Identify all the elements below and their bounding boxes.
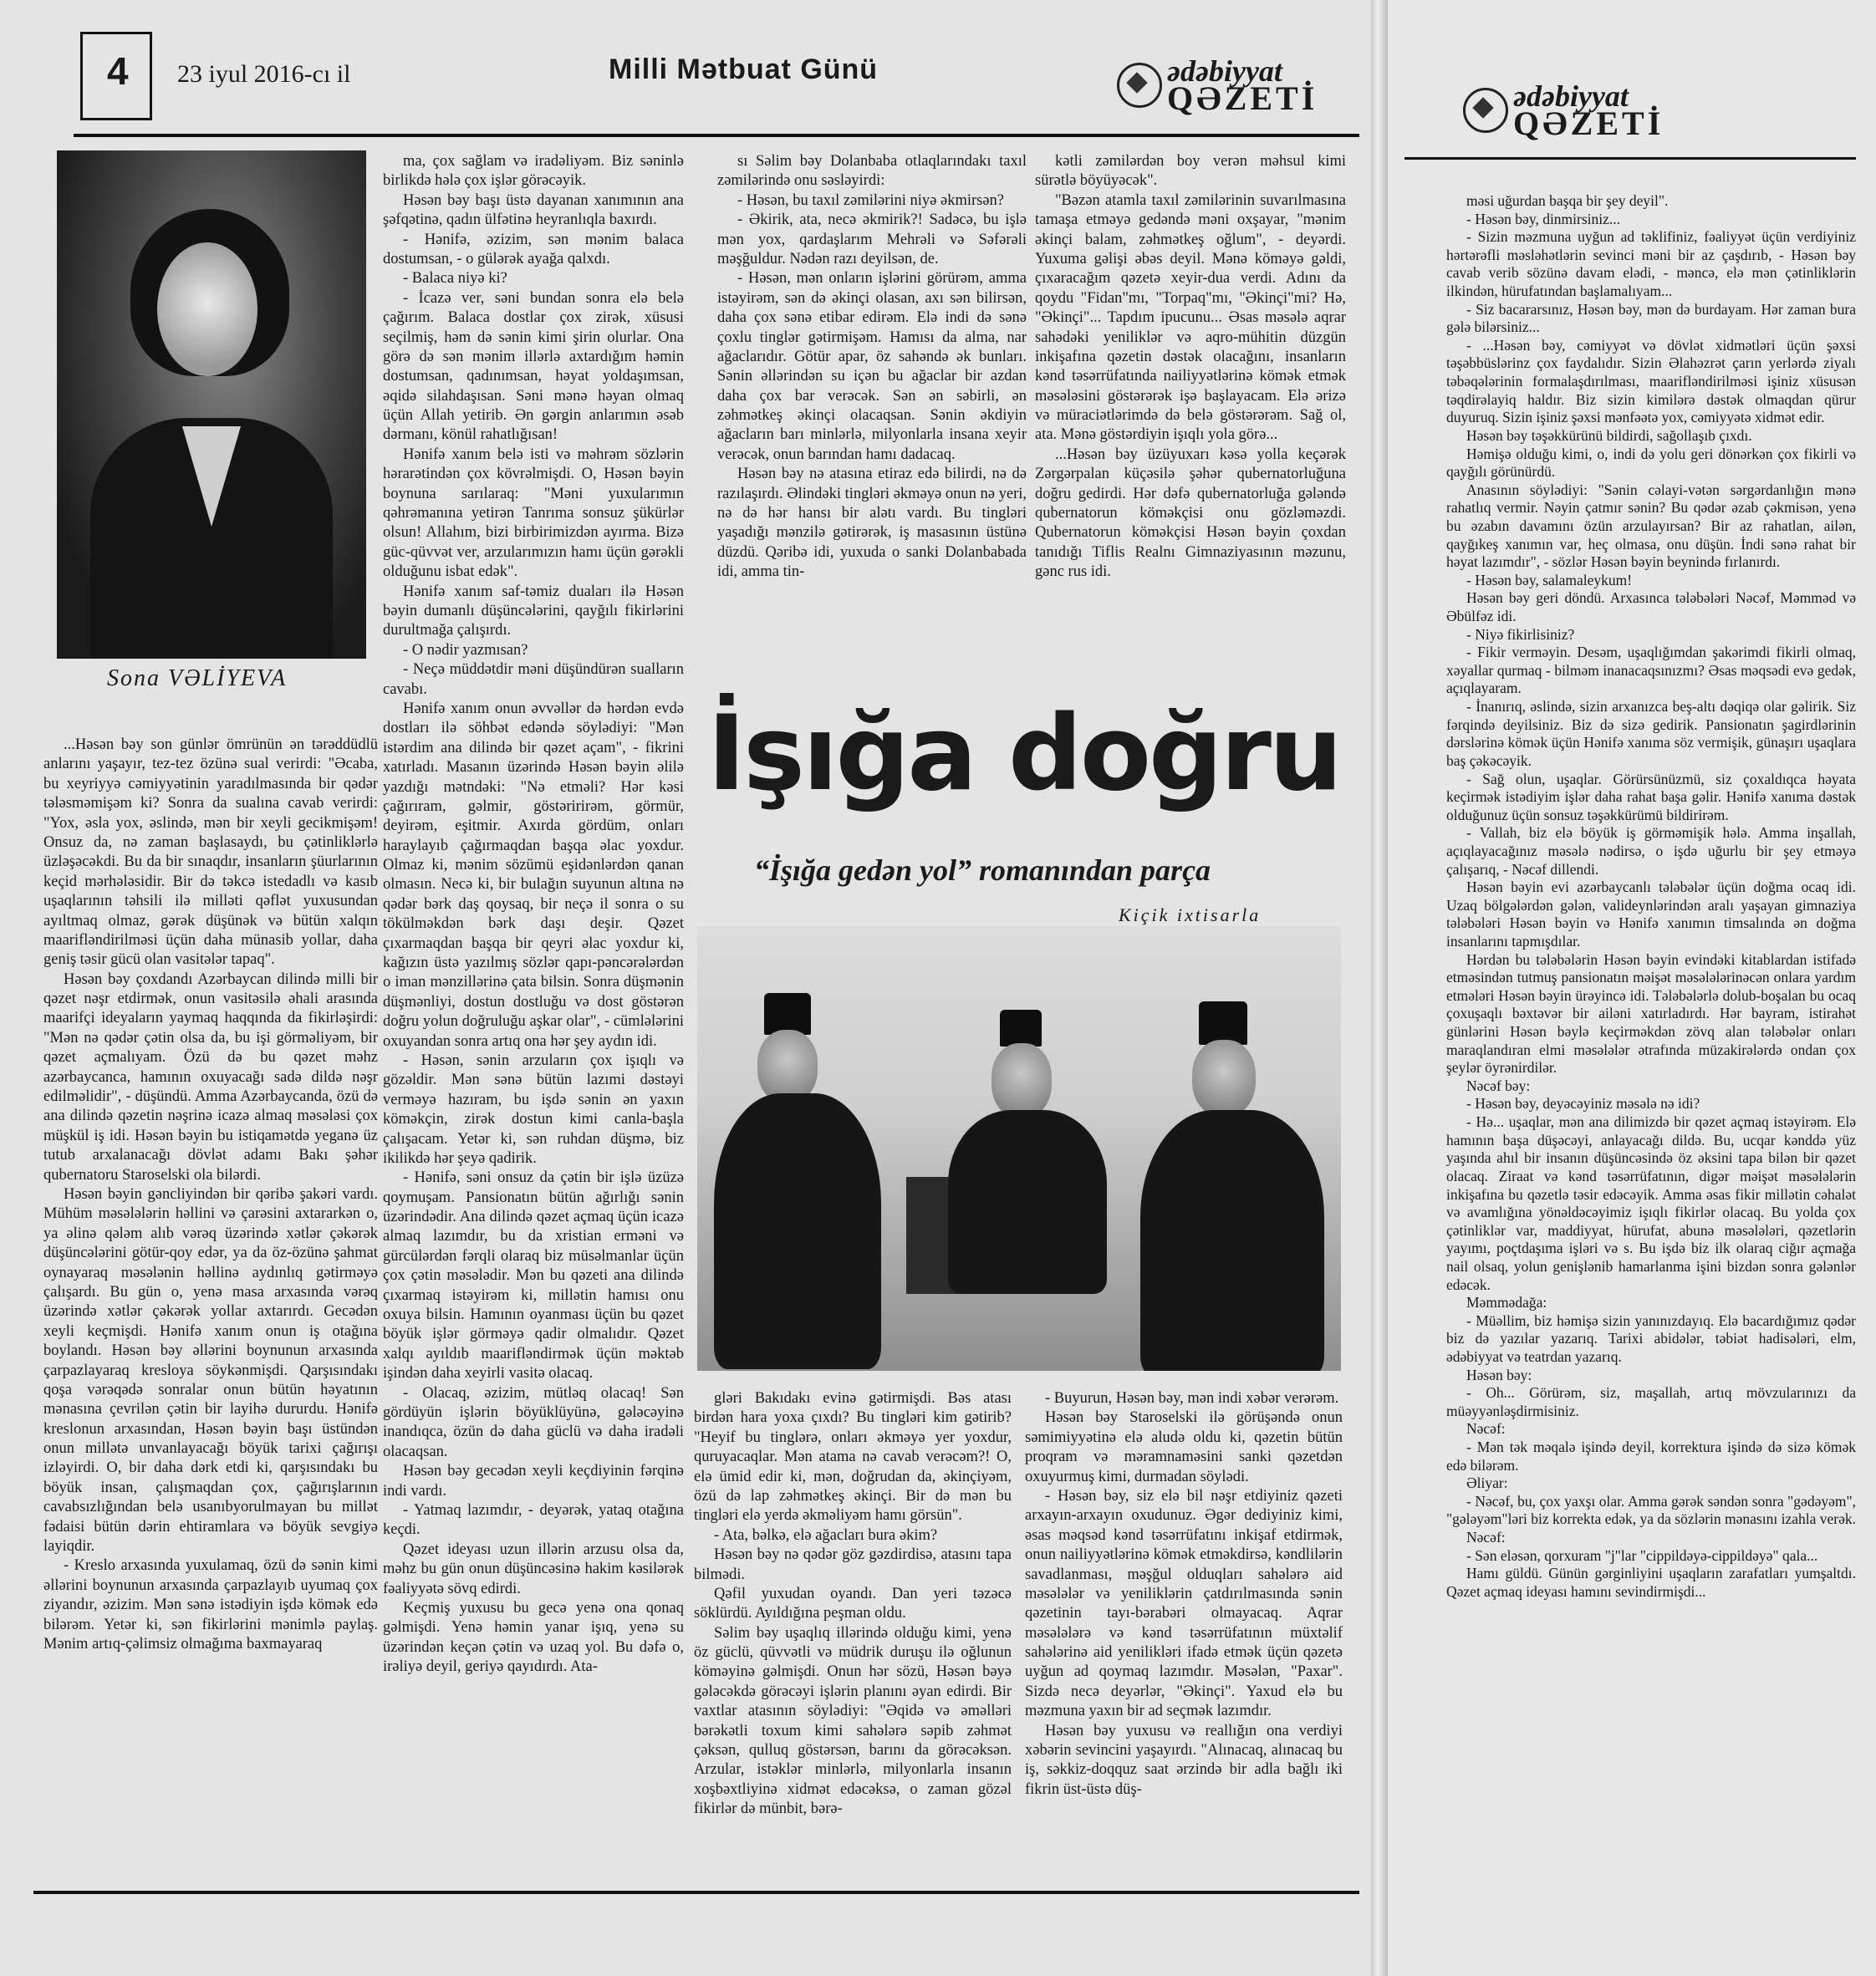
paragraph: sı Səlim bəy Dolanbaba otlaqlarındakı taxıl zəmilərində onu səsləyirdi: <box>717 153 1027 190</box>
paragraph: - Oh... Görürəm, siz, maşallah, artıq mövzularınızı da müəyyənləşdirmisiniz. <box>1446 1384 1856 1419</box>
paragraph: Hamı güldü. Günün gərginliyini uşaqların zarafatları yumşaltdı. Qəzet açmaq ideyası hamını sevindirmişdi... <box>1446 1565 1856 1600</box>
paragraph: Həsən bəy başı üstə dayanan xanımının ana şəfqətinə, qadın ülfətinə heyranlıqla baxırdı. <box>383 191 684 229</box>
paragraph: Hərdən bu tələbələrin Həsən bəyin evindəki kitablardan istifadə etməsindən tutmuş pansionatın məişət məsələlərinəcən onlara yardım etmələri Həsən bəyin ürəyincə idi. Tələbələrlə dolub-boşalan bu ocaq çoxuşaqlı bəxtəvər bir ailəni xatırladırdı. Hər bayram, istirahət günlərini Həsən bəylə keçirməkdən zövq alan tələbələr onları maraqlandıran elmi məsələlər ətrafında müzakirələrdə ondan çox şeylər öyrənirdilər. <box>1446 950 1856 1077</box>
historical-photo <box>697 926 1341 1371</box>
paragraph: - Nəcəf, bu, çox yaxşı olar. Amma gərək səndən sonra "gədəyəm", "gələyəm"ləri biz korrekta edək, ya da sözlərin mənasını izahla verək. <box>1446 1492 1856 1528</box>
logo-line2: QƏZETİ <box>1167 79 1318 117</box>
paragraph: Hənifə xanım belə isti və məhrəm sözlərin hərarətindən çox kövrəlmişdi. O, Həsən bəyin boynuna sarılaraq: "Məni yuxularımın qəhrəmanına yetirən Tanrıma sonsuz şükürlər olsun! Allahım, bizi birbirimizdən ayırma. Bizə güc-qüvvət ver, arzularımızın hamı üçün gərəkli olduğunu isbat edək". <box>383 446 684 581</box>
paragraph: Həsən bəy: <box>1466 1366 1532 1383</box>
paragraph: Keçmiş yuxusu bu gecə yenə ona qonaq gəlmişdi. Yenə həmin yanar işıq, yenə su üzərindən keçən çətin və uzaq yol. Bu dəfə o, irəliyə deyil, geriyə qayıdırdı. Ata- <box>383 1599 684 1676</box>
paragraph: Həsən bəy çoxdandı Azərbaycan dilində milli bir qəzet nəşr etdirmək, onun vasitəsilə əhali arasında maarifçi ideyaların yaymaq haqqında da fikirləşirdi: "Mən nə qədər çətin olsa da, bu işi görməliyəm, bir qəzet açmalıyam. Özü də bu qəzet məhz azərbaycanca, hamının oxuyacağı sadə dildə nəşr edilməlidir", - düşündü. Amma Azərbaycanda, özü də ana dilində qəzetin nəşrinə icazə almaq məsələsi çox müşkül iş idi. Həsən bəyin bu istiqamətdə yeganə üz tutub arxalanacağı dövlət adamı Bakı şəhər qubernatoru Staroselski ola bilərdi. <box>43 970 378 1184</box>
author-portrait <box>57 150 366 659</box>
paragraph: Hənifə xanım onun əvvəllər də hərdən evdə dostları ilə söhbət edəndə söylədiyi: "Mən istərdim ana dilində bir qəzet açam", - fikrini xatırladı. Masanın üzərində Həsən bəyin əlilə yazdığı mətndəki: "Nə etməli? Hər kəsi çağırıram, gəlmir, göstəririrəm, görmür, deyirəm, eşitmir. Axırda gördüm, onları haraylayıb çağırmaqdan başqa əlac yoxdur. Olmaz ki, mənim sözümü eşidənlərdən qanan olmasın. Necə ki, bir bulağın suyunun altına nə qədər bərk daş qoysaq, bir neçə il sonra o su tökülməkdən bərk daşı deşir. Qəzet çıxarmaqdan başqa bir qeyri əlac yoxdur ki, kağızın üstə yazılmış sözlər qapı-pəncərələrdən o iman mənzillərinə çata bilsin. Sonra düşmənin düşmənliyi, dostun dostluğu və dost göstərən doğru yolun doğruluğu aşkar olar", - cümlələrini oxuyandan sonra artıq ona hər şey aydın idi. <box>383 700 684 1050</box>
paragraph: Nəcəf: <box>1466 1420 1506 1438</box>
paragraph: Həsən bəy geri döndü. Arxasınca tələbələri Nəcəf, Məmməd və Əbülfəz idi. <box>1446 589 1856 625</box>
paragraph: Səlim bəy uşaqlıq illərində olduğu kimi, yenə öz güclü, qüvvətli və müdrik duruşu ilə oğlunun köməyinə gəlmişdi. Onun hər sözü, Həsən bəyə gələcəkdə görəcəyi işlərin planını əyan edirdi. Bir vaxtlar atasının söylədiyi: "Əqidə və əməlləri bərəkətli toxum kimi sahələrə səpib zəhmət çəksən, qulluq göstərsən, barını da görəcəksən. Arzular, istəklər minlərlə, milyonlarla insanın xoşbəxtliyinə xidmət edəcəksə, o zaman gözəl fikirlər də münbit, bərə- <box>694 1624 1012 1818</box>
paragraph: - Sağ olun, uşaqlar. Görürsünüzmü, siz çoxaldıqca həyata keçirmək istədiyim işlər daha rahat başa gəlir. Hənifə xanıma dəstək olduğunuz üçün sonsuz təşəkkürümü bildirirəm. <box>1446 770 1856 823</box>
logo-emblem-icon <box>1117 63 1162 108</box>
paragraph: Qəfil yuxudan oyandı. Dan yeri təzəcə söklürdü. Ayıldığına peşman oldu. <box>694 1585 1012 1622</box>
paragraph: - Həsən bəy, dinmirsiniz... <box>1466 210 1621 227</box>
page-fold <box>1371 0 1388 1976</box>
paragraph: Həsən bəy təşəkkürünü bildirdi, sağollaşıb çıxdı. <box>1466 426 1752 444</box>
paragraph: - Müəllim, biz həmişə sizin yanınızdayıq. Elə bacardığımız qədər biz də yazılar yazarıq. Tarixi abidələr, təbiət hadisələri, elm, ədəbiyyat və teatrdan yazarıq. <box>1446 1311 1856 1365</box>
paragraph: ...Həsən bəy son günlər ömrünün ən tərəddüdlü anlarını yaşayır, tez-tez özünə sual verirdi: "Əcaba, bu xeyriyyə cəmiyyətinin yaradılmasında bir qədər tələsməmişəm ki? Sonra da sualına cavab verirdi: "Yox, əsla yox, əslində, mən bir xeyli gecikmişəm! Onsuz da, nə zaman başlasaydı, bu çətinliklərlə üzləşəcəkdi. Bu da bir sınaqdır, insanların şüurlarının keçid mərhələsidir. Bir də təkcə istedadlı və kasıb uşaqlarının təhsili ilə milləti qəflət yuxusundan ayıltmaq olmaz, gərək düşünək və bütün xalqın maarifləndirilməsi üçün daha münasib yollar, daha geniş təsir gücü olan vasitələr tapaq". <box>43 736 378 969</box>
newspaper-logo-right <box>1463 79 1664 142</box>
paragraph: - Əkirik, ata, necə əkmirik?! Sadəcə, bu işlə mən yox, qardaşlarım Mehrəli və Səfərəli məşğuldur. Nədən razı deyilsən, de. <box>717 211 1027 267</box>
paragraph: Əliyar: <box>1466 1474 1508 1492</box>
logo-line1: ədəbiyyat <box>1513 79 1629 113</box>
paragraph: - Fikir verməyin. Desəm, uşaqlığımdan şakərimdi fikirli olmaq, xəyallar qurmaq - bilməm inanacaqsınızmı? Əsas məqsədi evə gedək, açıqlayaram. <box>1446 644 1856 697</box>
paragraph: - İnanırıq, əslində, sizin arxanızca beş-altı dəqiqə olar gəlirik. Siz fərqində deyilsiniz. Biz də sizə gedirik. Pansionatın şagirdlərinin dərslərinə kömək üçün Hənifə xanıma söz vermişik, günaşırı uşaqlara baş çəkəcəyik. <box>1446 698 1856 769</box>
paragraph: - Niyə fikirlisiniz? <box>1466 625 1575 643</box>
article-column-5 <box>694 1389 1012 1882</box>
issue-date: 23 iyul 2016-cı il <box>177 60 351 88</box>
paragraph: - Hə... uşaqlar, mən ana dilimizdə bir qəzet açmaq istəyirəm. Elə hamının başa düşəcəyi, anlayacağı dildə. Bu, ucqar kənddə yüz yaşında ahıl bir insanın düşüncəsində öz əksini tapa bilən bir qəzet olacaq. Ziraat və kənd təsərrüfatının, digər məişət məsələlərin inkişafına bu qəzetlə təsir edəcəyik. Amma əsas fikir millətin cəhalət və avamlığına yönəldəcəyimiz işıqlı fikirlər olacaq. Bu yolda çox çətinliklər var, maddiyyat, hürufat, abunə məsələləri, qəzetlərin yayımı, poçtdaşıma işləri və s. Bu işdə biz ilk olaraq ciğır açmağa nail olsaq, yolun genişlənib hamarlanma işini bizdən sonra gələnlər edəcək. <box>1446 1113 1856 1293</box>
paragraph: Həsən bəy yuxusu və reallığın ona verdiyi xəbərin sevincini yaşayırdı. "Alınacaq, alınacaq bu iş, səkkiz-doqquz saat ərzində bir adla bağlı iki fikrin üst-üstə düş- <box>1025 1722 1343 1798</box>
paragraph: "Bəzən atamla taxıl zəmilərinin suvarılmasına tamaşa etməyə gedəndə məni oxşayar, "mənim əkinçi balam, zəhmətkeş oğlum", - deyərdi. Yuxuma gəlişi əbəs deyil. Mənə köməyə gəldi, çıxaracağım qəzetə xeyir-dua verdi. Adını da qoydu "Fidan"mı, "Torpaq"mı, "Əkinçi"mi? Hə, "Əkinçi"... Tapdım ipucunu... Əsas məsələ aqrar sahədəki yeniliklər və aqro-mühitin düzgün inkişafına qəzetin dəstək olacağını, insanların kənd təsərrüfatında nailiyyətlərinə kömək etmək məsələsini göstərərək işə başlayacam. Elə ərizə və müraciətlərimdə də belə göstərərəm. Sağ ol, ata. Mənə göstərdiyin işıqlı yola görə... <box>1035 191 1346 444</box>
newspaper-logo <box>1117 54 1318 117</box>
paragraph: məsi uğurdan başqa bir şey deyil". <box>1466 192 1669 209</box>
paragraph: - Vallah, biz elə böyük iş görməmişik hələ. Amma inşallah, açıqlayacağınız məsələ nədirsə, o işdə uğurlu bir şey etməyə çalışarıq, - Nəcəf dillendi. <box>1446 824 1856 878</box>
paragraph: Nəcəf bəy: <box>1466 1077 1531 1094</box>
article-column-7 <box>1446 192 1856 1939</box>
paragraph: - O nədir yazmısan? <box>403 641 528 659</box>
article-column-6 <box>1025 1389 1343 1882</box>
paragraph: ma, çox sağlam və iradəliyəm. Biz səninlə birlikdə hələ çox işlər görəcəyik. <box>383 153 684 190</box>
article-column-2 <box>383 152 684 1889</box>
paragraph: - Sizin məzmuna uyğun ad təklifiniz, fəaliyyət üçün verdiyiniz hərtərəfli məsləhətlərin sevinci məni bir az çaşdırıb, - Həsən bəy cavab verib sözünə davam elədi, - məncə, elə mən çətinliklərin ilkindən, hürufatından başlamalıyam... <box>1446 228 1856 300</box>
paragraph: - Həsən, mən onların işlərini görürəm, amma istəyirəm, sən də əkinçi olasan, axı sən bilirsən, daha çox sənə etibar edirəm. Elə indi də sənə çoxlu tinglər gətirmişəm. Hamısı da alma, nar ağaclarıdır. Götür apar, öz sahəndə ək bunları. Sənin əllərindən su içən bu ağaclar bir azdan daha çox bar verəcək. Sən ən səbirli, ən zəhmətkeş əkinçi olacaqsan. Sənin əkdiyin ağacların barı minlərlə, milyonlarla insana xeyir verəcək, onun barından hamı dadacaq. <box>717 270 1027 463</box>
paragraph: Həmişə olduğu kimi, o, indi də yolu geri dönərkən çox fikirli və qayğılı görünürdü. <box>1446 445 1856 481</box>
paragraph: - Hənifə, əzizim, sən mənim balaca dostumsan, - o gülərək ayağa qalxdı. <box>383 231 684 267</box>
paragraph: Həsən bəyin evi azərbaycanlı tələbələr üçün doğma ocaq idi. Uzaq bölgələrdən gələn, valideynlərindən aralı yaşayan gimnaziya tələbələri Həsən bəyin və Hənifə xanımın timsalında ən doğma insanlarını tapmışdılar. <box>1446 879 1856 950</box>
paragraph: - Olacaq, əzizim, mütləq olacaq! Sən gördüyün işlərin böyüklüyünə, gələcəyinə inandıqca, özün də daha güclü və daha iradəli olacaqsan. <box>383 1384 684 1460</box>
article-column-1 <box>43 736 378 1889</box>
paragraph: Həsən bəy Staroselski ilə görüşəndə onun səmimiyyətinə elə aludə oldu ki, qəzetin bütün proqram və məramnaməsini sanki qəzetdən oxuyurmuş kimi, durmadan söylədi. <box>1025 1409 1343 1485</box>
paragraph: - Həsən bəy, siz elə bil nəşr etdiyiniz qəzeti arxayın-arxayın oxudunuz. Əgər dediyiniz kimi, əsas məqsəd kənd təsərrüfatını inkişaf etdirmək, onun nailiyyətlərinə kömək etməkdirsə, kəndlilərin savadlanması, məşğul olduqları sahələrə aid məsələlər və yeniliklərin çatdırılmasında sənin qəzetinin tayı-bərabəri olmayacaq. Aqrar məsələlərə və kənd təsərrüfatının müxtəlif sahələrinə aid yenilikləri ifadə etmək üçün qəzetə uyğun ad qoymaq lazımdır. Məsələn, "Paxar". Sizdə necə deyərlər, "Əkinçi". Yaxud elə bu məzmuna yaxın bir ad seçmək lazımdır. <box>1025 1487 1343 1720</box>
paragraph: - Neçə müddətdir məni düşündürən sualların cavabı. <box>383 661 684 698</box>
paragraph: - Hənifə, səni onsuz da çətin bir işlə üzüzə qoymuşam. Pansionatın bütün ağırlığı sənin üzərindədir. Ana dilində qəzet açmaq üçün icazə almaq lazımdır, bu da xristian erməni və gürcülərdən fərqli olaraq biz müsəlmanlar üçün çox çətin məsələdir. Mən bu qəzeti ana dilində çıxarmaq istəyirəm ki, millətin hamısı onu oxuya bilsin. Hamının oyanması üçün bu qəzet böyük işlər görməyə qadir olmalıdır. Qəzet xalqı ayıldıb maarifləndirmək üçün məktəb işindən daha xeyirli vasitə olacaq. <box>383 1169 684 1383</box>
paragraph: - Ata, bəlkə, elə ağacları bura əkim? <box>714 1526 938 1544</box>
article-headline: İşığa doğru <box>707 694 1341 814</box>
section-title: Milli Mətbuat Günü <box>609 53 879 85</box>
paragraph: - ...Həsən bəy, cəmiyyət və dövlət xidmətləri üçün şəxsi təşəbbüslərinz çox faydalıdır. Sizin Əlahəzrət çarın yerlərdə ziyalı təbəqələrinin formalaşdırılması, maarifləndirilməsi işiniz xüsusən təqdirəlayiq haldır. Biz sizin kimilərə dəstək olmaqdan qürur duyuruq. Sizin işiniz şəxsi mənfəətə yox, cəmiyyətə xidmət edir. <box>1446 336 1856 426</box>
header-rule-right <box>1404 157 1856 160</box>
paragraph: - İcazə ver, səni bundan sonra elə belə çağırım. Balaca dostlar çox zirək, xüsusi seçilmiş, həm də sənin kimi şirin olurlar. Ona görə də sən mənim illərlə axtardığım həmin dostumsan, qadınımsan, həyat yoldaşımsan, əqidə silahdaşısan. Səni mənə həyan olmaq üçün Allah yetirib. Ən gərgin anlarımın əsəb dərmanı, könül rahatlığısan! <box>383 289 684 444</box>
paragraph: Həsən bəy nə qədər göz gəzdirdisə, atasını tapa bilmədi. <box>694 1546 1012 1583</box>
paragraph: - Yatmaq lazımdır, - deyərək, yataq otağına keçdi. <box>383 1501 684 1539</box>
paragraph: Məmmədağa: <box>1466 1294 1547 1311</box>
logo-line1: ədəbiyyat <box>1167 54 1282 88</box>
paragraph: - Mən tək məqalə işində deyil, korrektura işində də sizə kömək edə bilərəm. <box>1446 1439 1856 1474</box>
logo-line2: QƏZETİ <box>1513 104 1664 142</box>
footer-rule <box>33 1891 1359 1894</box>
paragraph: Anasının söylədiyi: "Sənin cəlayi-vətən sərgərdanlığın mənə rahatlıq vermir. Nəyin çatmır sənin? Bu qədər əzab çəkmisən, yenə bu əzabın davamını özün arzulayırsan? Bir az rahatlan, ailən, qayğıkeş xanımın var, heç olmasa, onu düşün. İndi sənə rahat bir həyat lazımdır", - sözlər Həsən bəyin beynində fırlanırdı. <box>1446 481 1856 571</box>
article-column-3 <box>717 152 1027 679</box>
page-number: 4 <box>107 49 129 93</box>
author-name: Sona VƏLİYEVA <box>107 665 288 691</box>
paragraph: - Həsən, bu taxıl zəmilərini niyə əkmirsən? <box>737 191 1005 209</box>
paragraph: kətli zəmilərdən boy verən məhsul kimi sürətlə böyüyəcək". <box>1035 153 1346 190</box>
header-rule <box>74 134 1359 137</box>
paragraph: - Sən eləsən, qorxuram "j"lar "cippildəyə-cippildəyə" qala... <box>1466 1546 1818 1564</box>
paragraph: - Balaca niyə ki? <box>403 270 507 288</box>
paragraph: Nəcəf: <box>1466 1529 1506 1546</box>
article-column-4 <box>1035 152 1346 679</box>
article-subtitle: “İşığa gedən yol” romanından parça <box>754 853 1211 887</box>
paragraph: ...Həsən bəy üzüyuxarı kəsə yolla keçərək Zərgərpalan küçəsilə şəhər qubernatorluğuna doğru gedirdi. Hər dəfə qubernatorluğa gələndə qubernatorun köməkçisi onu gözləməzdi. Qubernatorun köməkçisi Həsən bəyin çoxdan tanıdığı Tiflis Realnı Gimnaziyasının məzunu, gənc rus idi. <box>1035 446 1346 581</box>
paragraph: - Həsən, sənin arzuların çox işıqlı və gözəldir. Mən sənə bütün lazımi dəstəyi verməyə hazıram, bu işdə sənin ən yaxın köməkçin, zirək dostun kimi canla-başla çalışacam. Yetər ki, sən ruhdan düşmə, biz ikilikdə hər şeyə qadirik. <box>383 1052 684 1167</box>
paragraph: Həsən bəyin gəncliyindən bir qəribə şakəri vardı. Mühüm məsələlərin həllini və çarəsini axtararkən o, ya əlinə qələm alıb vərəq üzərində xətlər çəkərək düşüncələrini götür-qoy edər, ya da öz-özünə şahmat oynayaraq məsələnin həllinə aydınlıq gətirməyə çalışardı. Bu gün o, yenə masa arxasında vərəq üzərində xətlər çəkərək yollar axtarırdı. Gecədən xeyli keçmişdi. Hənifə xanım onun iş otağına boylandı. Həsən bəy əllərini boynunun arxasında çarpazlayaraq kresloya söykənmişdi. Qarşısındakı qoşa vərəqədə sonralar onun bütün həyatının mənasına çevrilən çətin bir layihə dururdu. Hənifə kreslonun arxasından, Həsən bəyin başı üstündən onun millətə unvanlayacağı böyük tarixi çağırışı izləyirdi. O, bir daha dərk etdi ki, qarşısındakı bu böyük insan, çalışmaqdan çox, çağırışlarının cavabsızlığından belə usanıbyorulmayan bu millət fədaisi bütün dərin ehtiramlara və böyük sevgiyə layiqdir. <box>43 1185 378 1556</box>
paragraph: - Həsən bəy, salamaleykum! <box>1466 571 1633 588</box>
paragraph: - Həsən bəy, deyəcəyiniz məsələ nə idi? <box>1466 1095 1700 1113</box>
newspaper-page-right <box>1388 0 1876 1976</box>
paragraph: Həsən bəy nə atasına etiraz edə bilirdi, nə də razılaşırdı. Əlindəki tingləri əkməyə onun nə yeri, nə də hər hansı bir alətı vardı. Bu tingləri yaşadığı mənzilə gətirərək, iş masasının üstünə düzdü. Qəribə idi, yuxuda o sanki Dolanbabada idi, amma tin- <box>717 466 1027 581</box>
paragraph: Həsən bəy gecədən xeyli keçdiyinin fərqinə indi vardı. <box>383 1463 684 1500</box>
paragraph: Hənifə xanım saf-təmiz duaları ilə Həsən bəyin dumanlı düşüncələrini, qayğılı fikirlərini durultmağa çalışırdı. <box>383 583 684 639</box>
paragraph: - Siz bacararsınız, Həsən bəy, mən də burdayam. Hər zaman bura gələ bilərsiniz... <box>1446 300 1856 336</box>
paragraph: gləri Bakıdakı evinə gətirmişdi. Bəs atası birdən hara yoxa çıxdı? Bu tingləri kim gətirib? "Heyif bu tinglərə, onları əkməyə yer yoxdur, quruyacaqlar. Mən atama nə cavab verəcəm?! O, elə ümid edir ki, mən, doğrudan da, əkinçiyəm, özü də lap zəhmətkeş əkinçi. Bir də mən bu tingləri elə yerdə əkməliyəm hamı görsün". <box>694 1390 1012 1525</box>
abridged-note: Kiçik ixtisarla <box>1119 904 1262 925</box>
paragraph: - Buyurun, Həsən bəy, mən indi xəbər verərəm. <box>1045 1390 1339 1407</box>
paragraph: - Kreslo arxasında yuxulamaq, özü də sənin kimi əllərini boynunun arxasında çarpazlayıb uyumaq çox ziyandır, əzizim. Mən sənə istədiyin işdə kömək edə bilərəm. Yetər ki, sən fikirlərini mənimlə paylaş. Mənim artıq-çəlimsiz olmağıma baxmayaraq <box>43 1557 378 1653</box>
paragraph: Qəzet ideyası uzun illərin arzusu olsa da, məhz bu gün onun düşüncəsinə hakim kəsilərək fəaliyyətə sövq edirdi. <box>383 1541 684 1597</box>
logo-emblem-icon <box>1463 88 1508 133</box>
